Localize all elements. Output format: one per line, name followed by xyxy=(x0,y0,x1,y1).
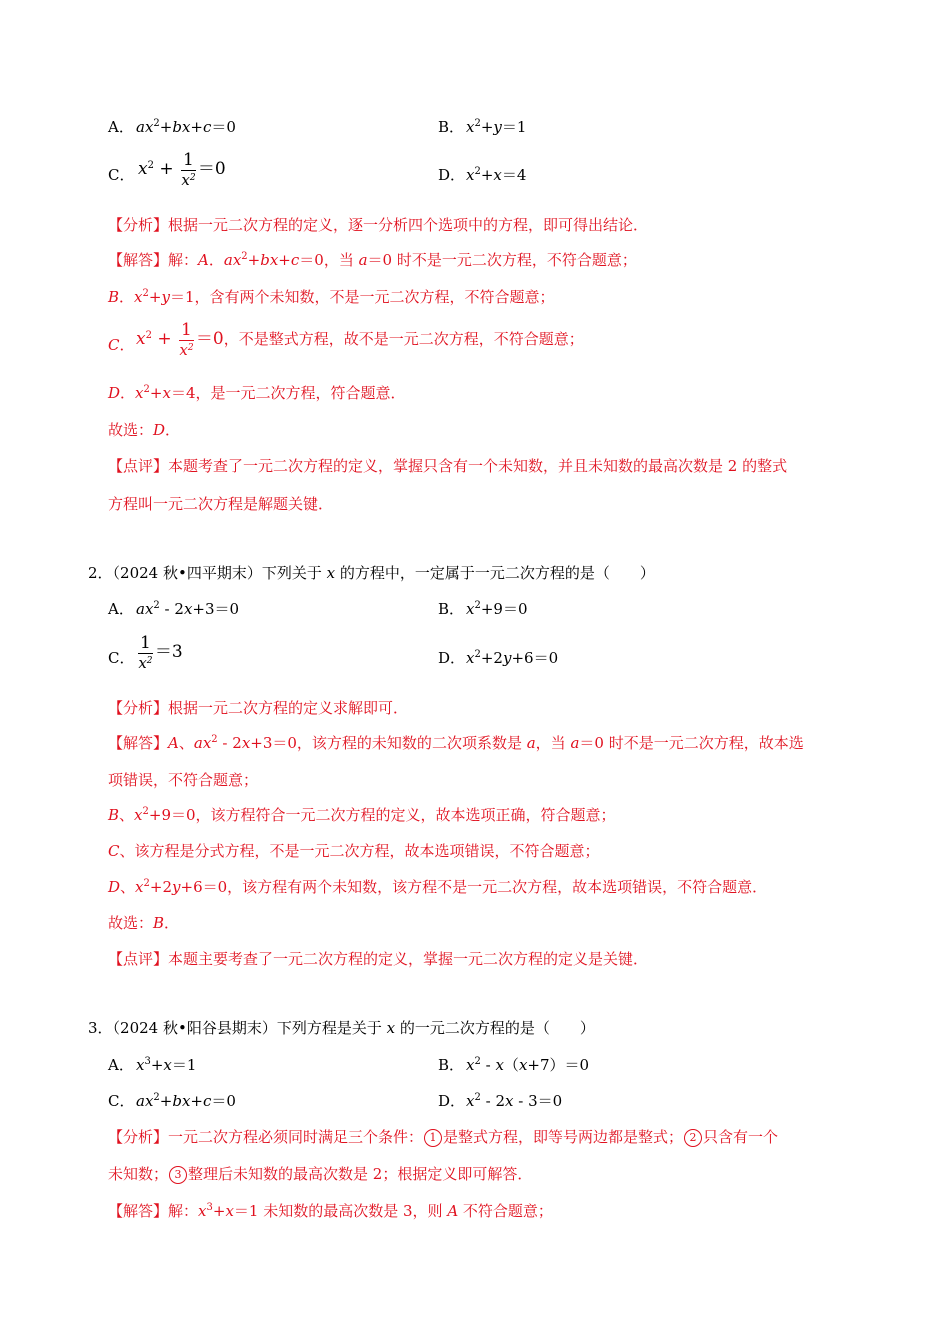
q1-solution-line-3: C． $x^2$ + $\frac{1}{x^2}$ ＝0，不是整式方程，故不是一元二次方程，不符合题意； xyxy=(108,320,584,359)
q2-comment: 【点评】本题主要考查了一元二次方程的定义，掌握一元二次方程的定义是关键． xyxy=(108,950,649,968)
q3-option-d-eq: $x^2 - 2x - 3=0$ xyxy=(466,1092,563,1110)
q2-solution-line-3: B、$x^2+9=0$，该方程符合一元二次方程的定义，故本选项正确，符合题意； xyxy=(108,806,616,824)
q2-answer: 故选：B． xyxy=(108,914,180,932)
q2-solution-line-1: 【解答】A、$ax^2 - 2x+3=0$，该方程的未知数的二次项系数是 a，当 a＝0 时不是一元二次方程，故本选 xyxy=(108,734,804,752)
q3-stem: 3．（2024 秋•阳谷县期末）下列方程是关于 x 的一元二次方程的是（ ） xyxy=(88,1019,595,1037)
q3-option-c-label: C． xyxy=(108,1092,135,1110)
q1-analysis: 【分析】根据一元二次方程的定义，逐一分析四个选项中的方程，即可得出结论． xyxy=(108,216,649,234)
q1-option-b-eq: $x^2+y=1$ xyxy=(466,118,527,136)
q1-option-c-eq: $x^2$ + $\frac{1}{x^2}$ ＝0 xyxy=(138,150,226,189)
q2-option-d xyxy=(438,647,558,669)
circled-three-icon: 3 xyxy=(169,1166,187,1184)
q3-option-d-label: D． xyxy=(438,1092,466,1110)
circled-two-icon: 2 xyxy=(684,1129,702,1147)
q3-option-b xyxy=(438,1054,589,1076)
q3-analysis-line-1: 【分析】一元二次方程必须同时满足三个条件： 1 是整式方程，即等号两边都是整式； 2 只含有一个 xyxy=(108,1128,779,1146)
q1-comment-line-2: 方程叫一元二次方程是解题关键． xyxy=(108,495,334,513)
q2-option-a xyxy=(108,598,239,620)
q3-option-c-eq: $ax^2+bx+c=0$ xyxy=(136,1092,236,1110)
q3-option-a-eq: $x^3+x=1$ xyxy=(136,1056,197,1074)
q2-option-a-label: A． xyxy=(108,600,134,618)
q1-option-b-label: B． xyxy=(438,118,465,136)
q1-option-c xyxy=(108,150,226,189)
q1-answer: 故选：D． xyxy=(108,421,181,439)
q2-option-c-eq: $\frac{1}{x^2}$ ＝3 xyxy=(138,633,183,672)
q2-option-d-label: D． xyxy=(438,649,466,667)
q2-option-c-label: C． xyxy=(108,649,135,667)
q1-option-a xyxy=(108,116,236,138)
q2-option-b-label: B． xyxy=(438,600,465,618)
q3-option-c xyxy=(108,1090,236,1112)
q1-comment-line-1: 【点评】本题考查了一元二次方程的定义，掌握只含有一个未知数，并且未知数的最高次数是 2 的整式 xyxy=(108,457,788,475)
q1-option-a-eq: $ax^2+bx+c=0$ xyxy=(136,118,236,136)
q1-option-d-label: D． xyxy=(438,166,466,184)
q3-option-d xyxy=(438,1090,562,1112)
q3-analysis-line-2: 未知数； 3 整理后未知数的最高次数是 2；根据定义即可解答． xyxy=(108,1165,533,1183)
q1-option-c-label: C． xyxy=(108,166,135,184)
q1-option-d xyxy=(438,164,526,186)
q2-analysis: 【分析】根据一元二次方程的定义求解即可． xyxy=(108,699,409,717)
q3-solution-line-1: 【解答】解：$x^3+x=1$ 未知数的最高次数是 3，则 A 不符合题意； xyxy=(108,1202,553,1220)
q2-option-c xyxy=(108,633,183,672)
q1-solution-line-1: 【解答】解：A．$ax^2+bx+c=0$，当 a＝0 时不是一元二次方程，不符合题意； xyxy=(108,251,637,269)
q2-solution-line-2: 项错误，不符合题意； xyxy=(108,771,259,789)
q3-option-a xyxy=(108,1054,196,1076)
q2-option-b-eq: $x^2+9=0$ xyxy=(466,600,528,618)
q3-option-b-label: B． xyxy=(438,1056,465,1074)
q2-solution-line-5: D、$x^2+2y+6=0$，该方程有两个未知数，该方程不是一元二次方程，故本选项错误，不符合题意． xyxy=(108,878,768,896)
q1-option-b xyxy=(438,116,526,138)
q2-solution-line-4: C、该方程是分式方程，不是一元二次方程，故本选项错误，不符合题意； xyxy=(108,842,600,860)
q2-option-a-eq: $ax^2 - 2x+3=0$ xyxy=(136,600,240,618)
q1-solution-line-4: D．$x^2+x=4$，是一元二次方程，符合题意． xyxy=(108,384,406,402)
q1-option-a-label: A． xyxy=(108,118,134,136)
q1-solution-line-2: B．$x^2+y=1$，含有两个未知数，不是一元二次方程，不符合题意； xyxy=(108,288,555,306)
q2-option-d-eq: $x^2+2y+6=0$ xyxy=(466,649,559,667)
q1-option-d-eq: $x^2+x=4$ xyxy=(466,166,527,184)
q3-option-b-eq: $x^2 - x(x+7)=0$ xyxy=(466,1056,590,1074)
q3-option-a-label: A． xyxy=(108,1056,134,1074)
circled-one-icon: 1 xyxy=(424,1129,442,1147)
q2-stem: 2．（2024 秋•四平期末）下列关于 x 的方程中，一定属于一元二次方程的是（ ） xyxy=(88,564,655,582)
q2-option-b xyxy=(438,598,528,620)
